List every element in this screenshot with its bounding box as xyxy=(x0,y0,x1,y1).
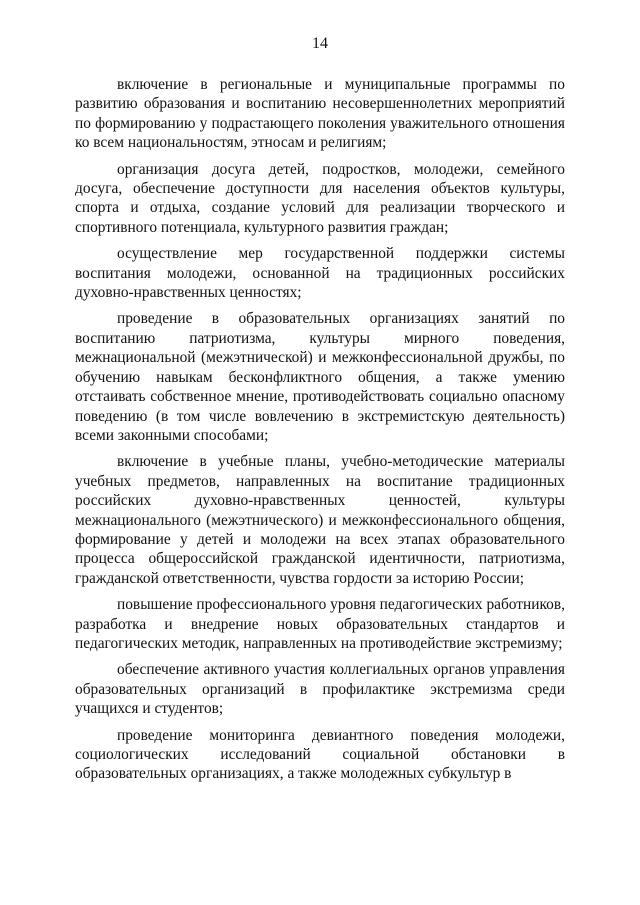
page-number: 14 xyxy=(312,35,328,52)
paragraph-curriculum-inclusion: включение в учебные планы, учебно-методические материалы учебных предметов, направленных на воспитание традиционных российских духовно-нравственных ценностей, культуры межнационального (межэтнического) и межконфессионального общения, формирование у детей и молодежи на всех этапах образовательного процесса общероссийской гражданской идентичности, патриотизма, гражданской ответственности, чувства гордости за историю России; xyxy=(75,453,565,587)
document-body xyxy=(75,75,565,784)
paragraph-collegial-bodies: обеспечение активного участия коллегиальных органов управления образовательных организаций в профилактике экстремизма среди учащихся и студентов; xyxy=(75,661,565,718)
paragraph-monitoring: проведение мониторинга девиантного поведения молодежи, социологических исследований социальной обстановки в образовательных организациях, а также молодежных субкультур в xyxy=(75,726,565,783)
paragraph-regional-programs: включение в региональные и муниципальные программы по развитию образования и воспитанию несовершеннолетних мероприятий по формированию у подрастающего поколения уважительного отношения ко всем национальностям, этносам и религиям; xyxy=(75,76,565,152)
paragraph-state-support: осуществление мер государственной поддержки системы воспитания молодежи, основанной на традиционных российских духовно-нравственных ценностях; xyxy=(75,245,565,302)
paragraph-leisure-organization: организация досуга детей, подростков, молодежи, семейного досуга, обеспечение доступности для населения объектов культуры, спорта и отдыха, создание условий для реализации творческого и спортивного потенциала, культурного развития граждан; xyxy=(75,160,565,236)
paragraph-teacher-training: повышение профессионального уровня педагогических работников, разработка и внедрение новых образовательных стандартов и педагогических методик, направленных на противодействие экстремизму; xyxy=(75,596,565,652)
paragraph-patriotism-classes: проведение в образовательных организациях занятий по воспитанию патриотизма, культуры мирного поведения, межнациональной (межэтнической) и межконфессиональной дружбы, по обучению навыкам бесконфликтного общения, а также умению отстаивать собственное мнение, противодействовать социально опасному поведению (в том числе вовлечению в экстремистскую деятельность) всеми законными способами; xyxy=(75,310,565,444)
